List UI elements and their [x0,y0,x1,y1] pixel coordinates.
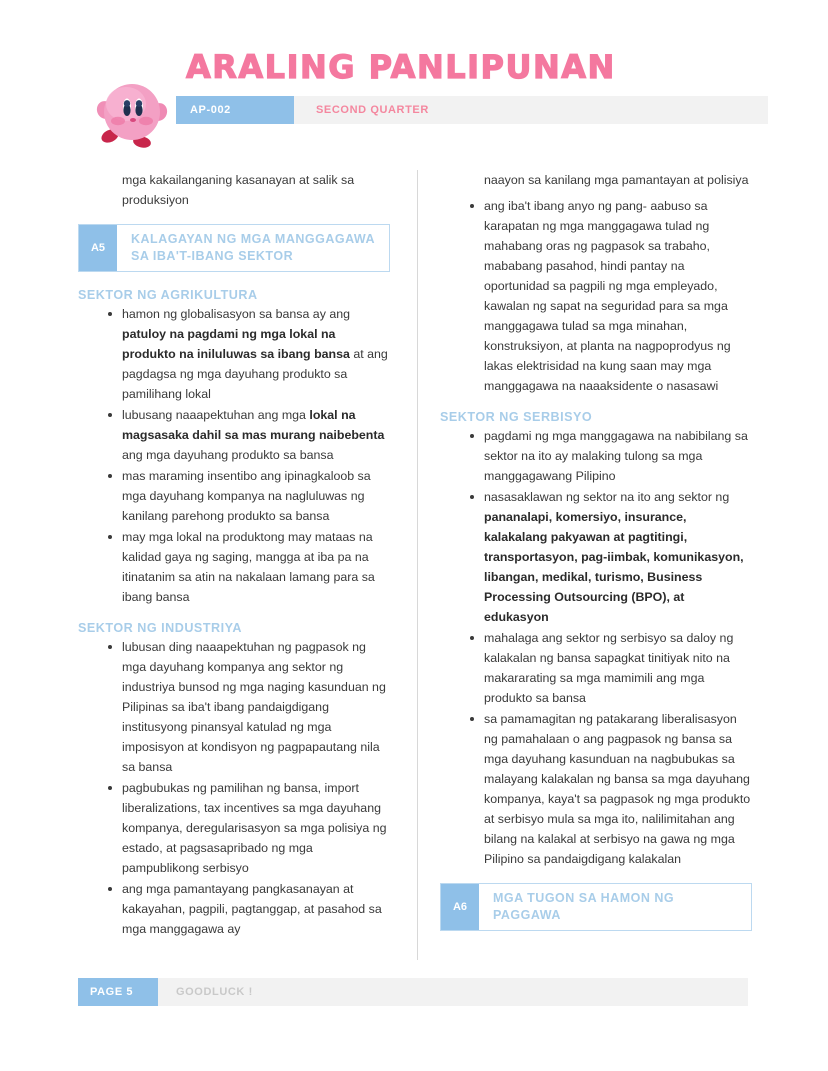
body-text: at ang pagdagsa ng mga dayuhang produkto sa pamilihang lokal [122,347,388,401]
subject-code-badge: AP-002 [176,96,294,124]
body-text: ang mga dayuhang produkto sa bansa [122,448,334,462]
bullet-list [78,304,390,607]
bullet-list [78,637,390,939]
continued-bullet-list [440,196,752,396]
emphasis-text: lokal na magsasaka dahil sa mas murang naibebenta [122,408,385,442]
header-meta-bar [176,96,768,124]
list-item [78,466,390,526]
body-text: ang iba't ibang anyo ng pang- aabuso sa karapatan ng mga manggagawa tulad ng mahabang oras ng pagpasok sa trabaho, mababang pasahod, hindi pantay na oportunidad sa pagpili ng mga empleyado, kawalan ng sapat na seguridad para sa mga manggagawa tulad sa mga minahan, konstruksiyon, at planta na nagpoprodyus ng lakas elektrisidad na kung saan may mga manggagawa na naaaksidente o nasasawi [484,199,731,393]
section-callout-a5 [78,224,390,272]
sector-heading: SEKTOR NG AGRIKULTURA [78,288,258,302]
body-text: lubusang naaapektuhan ang mga [122,408,310,422]
quarter-label: SECOND QUARTER [316,104,429,116]
page-header [0,0,828,150]
callout-label: KALAGAYAN NG MGA MANGGAGAWA SA IBA'T-IBANG SEKTOR [131,232,375,263]
page-footer [78,978,748,1006]
callout-label: MGA TUGON SA HAMON NG PAGGAWA [493,891,675,922]
list-item [78,405,390,465]
sector-heading: SEKTOR NG SERBISYO [440,410,593,424]
list-item [440,426,752,486]
body-text: may mga lokal na produktong may mataas na kalidad gaya ng saging, mangga at iba pa na itinatanim sa atin na nakalaan lamang para sa ibang bansa [122,530,375,604]
bullet-list [440,426,752,869]
callout-code-badge: A6 [441,884,479,930]
continued-paragraph: naayon sa kanilang mga pamantayan at polisiya [484,173,749,187]
list-item [440,487,752,627]
body-text: nasasaklawan ng sektor na ito ang sektor ng [484,490,730,504]
column-divider [417,170,418,960]
section-callout-a6 [440,883,752,931]
right-column [440,170,752,947]
list-item [78,304,390,404]
list-item [440,628,752,708]
page-title: ARALING PANLIPUNAN [186,48,616,86]
list-item [78,879,390,939]
left-column [78,170,390,943]
body-text: lubusan ding naaapektuhan ng pagpasok ng mga dayuhang kompanya ang sektor ng industriya bunsod ng mga naging kasunduan ng Pilipinas sa iba't ibang pandaigdigang institusyong pinansyal katulad ng mga imposisyon at kondisyon ng pagpapautang nila sa bansa [122,640,386,774]
callout-code-badge: A5 [79,225,117,271]
body-text: pagdami ng mga manggagawa na nabibilang sa sektor na ito ay malaking tulong sa mga manggagawang Pilipino [484,429,748,483]
footer-note: GOODLUCK ! [176,986,253,998]
right-sections [440,410,752,869]
emphasis-text: pananalapi, komersiyo, insurance, kalakalang pakyawan at pagtitingi, transportasyon, pag-iimbak, komunikasyon, libangan, medikal, turismo, Business Processing Outsourcing (BPO), at edukasyon [484,510,744,624]
continued-paragraph: mga kakailanganing kasanayan at salik sa produksiyon [122,173,355,207]
list-item [78,637,390,777]
list-item [78,778,390,878]
body-text: mahalaga ang sektor ng serbisyo sa daloy ng kalakalan ng bansa sapagkat tinitiyak nito na makararating sa mga mamimili ang mga produkto sa bansa [484,631,734,705]
body-text: mas maraming insentibo ang ipinagkaloob sa mga dayuhang kompanya na nagluluwas ng kanilang parehong produkto sa bansa [122,469,371,523]
body-text: ang mga pamantayang pangkasanayan at kakayahan, pagpili, pagtanggap, at pasahod sa mga manggagawa ay [122,882,382,936]
left-sections [78,288,390,939]
list-item [440,196,752,396]
body-text: hamon ng globalisasyon sa bansa ay ang [122,307,351,321]
list-item [78,527,390,607]
page-number-badge: PAGE 5 [78,978,158,1006]
body-text: sa pamamagitan ng patakarang liberalisasyon ng pamahalaan o ang pagpasok ng bansa sa mga dayuhang kasunduan na nagbubukas sa malayang kalakalan ng bansa sa mga dayuhang kompanya, kaya't sa pagpasok ng mga produkto at serbisyo mula sa mga ito, nalilimitahan ang bilang na kalakal at serbisyo na gawa ng mga Pilipino sa pandaigdigang kalakalan [484,712,751,866]
kirby-character-icon [96,72,168,150]
emphasis-text: patuloy na pagdami ng mga lokal na produkto na iniluluwas sa ibang bansa [122,327,350,361]
list-item [440,709,752,869]
body-text: pagbubukas ng pamilihan ng bansa, import liberalizations, tax incentives sa mga dayuhang kompanya, deregularisasyon sa mga polisiya ng estado, at pagsasapribado ng mga pampublikong serbisyo [122,781,387,875]
sector-heading: SEKTOR NG INDUSTRIYA [78,621,242,635]
